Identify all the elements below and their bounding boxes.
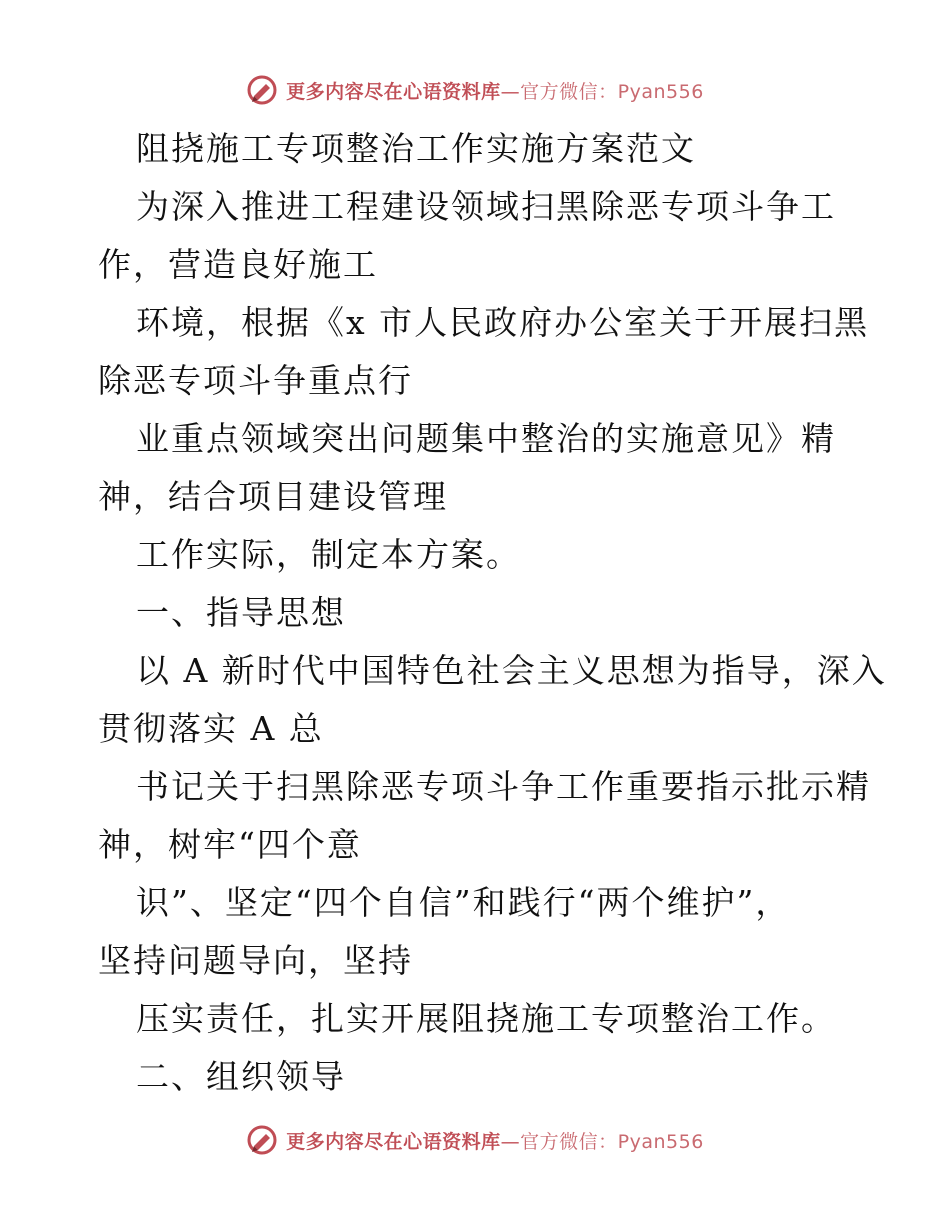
paragraph-line: 业重点领域突出问题集中整治的实施意见》精 (136, 419, 836, 458)
paragraph-line: 以 A 新时代中国特色社会主义思想为指导，深入 (136, 651, 887, 690)
footer-banner-main: 更多内容尽在心语资料库 (286, 1130, 501, 1153)
document-title: 阻挠施工专项整治工作实施方案范文 (136, 129, 696, 168)
paragraph-line: 压实责任，扎实开展阻挠施工专项整治工作。 (136, 999, 836, 1038)
paragraph-line: 神，树牢“四个意 (98, 825, 362, 864)
paragraph-line: 神，结合项目建设管理 (98, 477, 448, 516)
footer-banner-text (286, 1127, 704, 1154)
paragraph-line: 书记关于扫黑除恶专项斗争工作重要指示批示精 (136, 767, 871, 806)
header-banner-main: 更多内容尽在心语资料库 (286, 80, 501, 103)
header-banner-text (286, 77, 704, 104)
header-banner-dash: — (500, 80, 521, 103)
paragraph-line: 识”、坚定“四个自信”和践行“两个维护”， (136, 883, 791, 922)
paragraph-line: 环境，根据《x 市人民政府办公室关于开展扫黑 (136, 303, 870, 342)
footer-banner-wechat: 官方微信：Pyan556 (520, 1130, 704, 1153)
header-banner-wechat: 官方微信：Pyan556 (520, 80, 704, 103)
paragraph-line: 为深入推进工程建设领域扫黑除恶专项斗争工 (136, 187, 836, 226)
paragraph-line: 贯彻落实 A 总 (98, 709, 324, 748)
footer-banner (0, 1120, 950, 1160)
section-heading: 二、组织领导 (136, 1057, 346, 1096)
header-banner (0, 70, 950, 110)
paragraph-line: 坚持问题导向，坚持 (98, 941, 413, 980)
document-body (98, 120, 887, 1106)
paragraph-line: 除恶专项斗争重点行 (98, 361, 413, 400)
paragraph-line: 工作实际，制定本方案。 (136, 535, 521, 574)
section-heading: 一、指导思想 (136, 593, 346, 632)
footer-banner-dash: — (500, 1130, 521, 1153)
pen-logo-icon (246, 74, 278, 106)
pen-logo-icon (246, 1124, 278, 1156)
paragraph-line: 作，营造良好施工 (98, 245, 378, 284)
